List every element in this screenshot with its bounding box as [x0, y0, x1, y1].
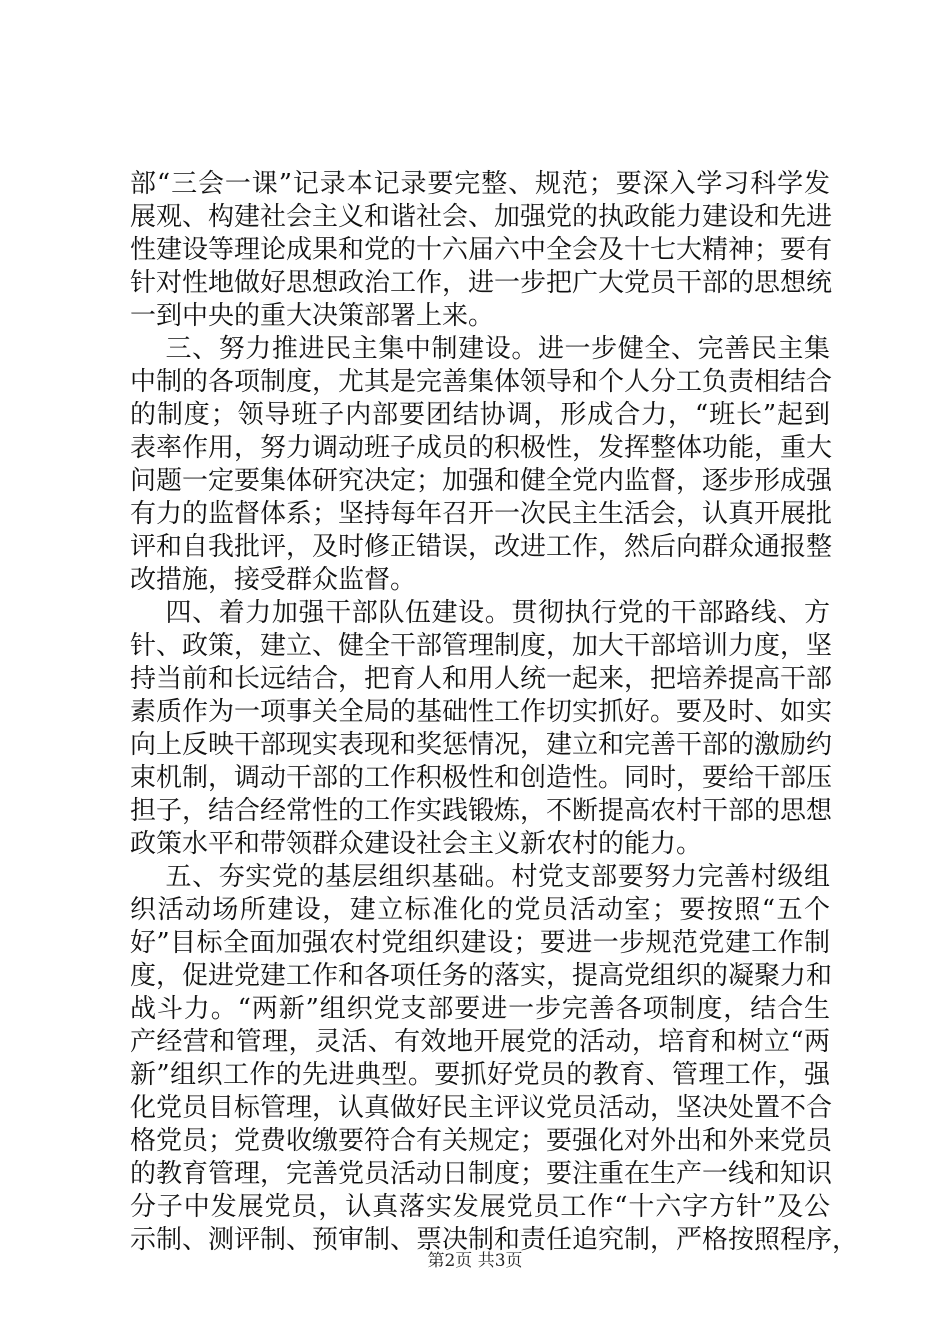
- text-line: 五、夯实党的基层组织基础。村党支部要努力完善村级组: [130, 862, 830, 892]
- text-line: 针、政策，建立、健全干部管理制度，加大干部培训力度，坚: [130, 631, 833, 661]
- text-line: 表率作用，努力调动班子成员的积极性，发挥整体功能，重大: [130, 433, 833, 463]
- text-line: 展观、构建社会主义和谐社会、加强党的执政能力建设和先进: [130, 202, 833, 232]
- text-line: 度，促进党建工作和各项任务的落实，提高党组织的凝聚力和: [130, 961, 833, 991]
- text-line: 针对性地做好思想政治工作，进一步把广大党员干部的思想统: [130, 268, 833, 298]
- document-body: [130, 168, 859, 1257]
- text-line: 一到中央的重大决策部署上来。: [130, 301, 495, 331]
- text-line: 战斗力。“两新”组织党支部要进一步完善各项制度，结合生: [130, 994, 830, 1024]
- text-line: 产经营和管理，灵活、有效地开展党的活动，培育和树立“两: [130, 1027, 830, 1057]
- text-line: 问题一定要集体研究决定；加强和健全党内监督，逐步形成强: [130, 466, 833, 496]
- text-line: 向上反映干部现实表现和奖惩情况，建立和完善干部的激励约: [130, 730, 833, 760]
- text-line: 改措施，接受群众监督。: [130, 565, 417, 595]
- text-line: 担子，结合经常性的工作实践锻炼，不断提高农村干部的思想: [130, 796, 833, 826]
- text-line: 中制的各项制度，尤其是完善集体领导和个人分工负责相结合: [130, 367, 833, 397]
- text-line: 化党员目标管理，认真做好民主评议党员活动，坚决处置不合: [130, 1093, 833, 1123]
- text-line: 持当前和长远结合，把育人和用人统一起来，把培养提高干部: [130, 664, 833, 694]
- text-line: 评和自我批评，及时修正错误，改进工作，然后向群众通报整: [130, 532, 833, 562]
- text-line: 束机制，调动干部的工作积极性和创造性。同时，要给干部压: [130, 763, 833, 793]
- text-line: 性建设等理论成果和党的十六届六中全会及十七大精神；要有: [130, 235, 833, 265]
- text-line: 素质作为一项事关全局的基础性工作切实抓好。要及时、如实: [130, 697, 833, 727]
- text-line: 好”目标全面加强农村党组织建设；要进一步规范党建工作制: [130, 928, 830, 958]
- page-number-footer: 第2页 共3页: [427, 1251, 523, 1271]
- text-line: 部“三会一课”记录本记录要完整、规范；要深入学习科学发: [130, 169, 830, 199]
- text-line: 分子中发展党员，认真落实发展党员工作“十六字方针”及公: [130, 1192, 830, 1222]
- text-line: 政策水平和带领群众建设社会主义新农村的能力。: [130, 829, 703, 859]
- text-line: 有力的监督体系；坚持每年召开一次民主生活会，认真开展批: [130, 499, 833, 529]
- text-line: 示制、测评制、预审制、票决制和责任追究制，严格按照程序，: [130, 1225, 859, 1255]
- text-line: 的制度；领导班子内部要团结协调，形成合力，“班长”起到: [130, 400, 830, 430]
- text-line: 织活动场所建设，建立标准化的党员活动室；要按照“五个: [130, 895, 830, 925]
- text-line: 四、着力加强干部队伍建设。贯彻执行党的干部路线、方: [130, 598, 830, 628]
- text-line: 三、努力推进民主集中制建设。进一步健全、完善民主集: [130, 334, 830, 364]
- text-line: 的教育管理，完善党员活动日制度；要注重在生产一线和知识: [130, 1159, 833, 1189]
- text-line: 格党员；党费收缴要符合有关规定；要强化对外出和外来党员: [130, 1126, 833, 1156]
- text-line: 新”组织工作的先进典型。要抓好党员的教育、管理工作，强: [130, 1060, 830, 1090]
